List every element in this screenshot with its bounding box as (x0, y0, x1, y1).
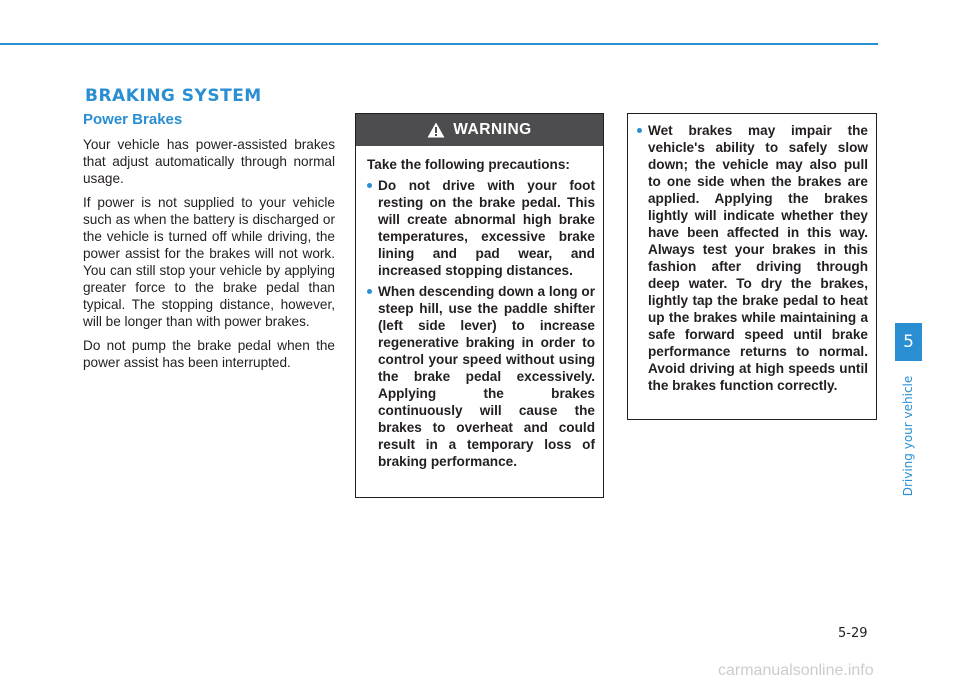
warning-header (356, 114, 603, 146)
warning-lead: Take the following precautions: (367, 157, 570, 172)
paragraph: If power is not supplied to your vehicle such as when the battery is discharged or the vehicle is turned off while driving, the power assist for the brakes will not work. You can still stop your vehicle by applying greater force to the brake pedal than typical. The stopping distance, however, will be longer than with power brakes. (83, 195, 335, 329)
chapter-label: Driving your vehicle (901, 375, 915, 497)
top-rule (0, 43, 878, 45)
watermark: carmanualsonline.info (718, 662, 874, 679)
paragraph: Do not pump the brake pedal when the power assist has been interrupted. (83, 338, 335, 370)
warning-bullet: When descending down a long or steep hill, use the paddle shifter (left side lever) to increase regenerative braking in order to control your speed without using the brake pedal excessively. Applying the brakes continuously will cause the brakes to overheat and could result in a temporary loss of braking performance. (367, 283, 595, 470)
page-number: 5-29 (838, 626, 868, 641)
power-brakes-title: Power Brakes (83, 111, 183, 128)
warning-body (356, 146, 603, 470)
section-title: BRAKING SYSTEM (85, 86, 262, 106)
warning-bullet: Wet brakes may impair the vehicle's ability to safely slow down; the vehicle may also pull to one side when the brakes are applied. Applying the brakes lightly will indicate whether they have been affected in this way. Always test your brakes in this fashion after driving through deep water. To dry the brakes, lightly tap the brake pedal to heat up the brakes while maintaining a safe forward speed until brake performance returns to normal. Avoid driving at high speeds until the brakes function correctly. (637, 122, 868, 394)
warning-bullet: Do not drive with your foot resting on the brake pedal. This will create abnormal high brake temperatures, excessive brake lining and pad wear, and increased stopping distances. (367, 177, 595, 279)
warning-title: WARNING (453, 121, 532, 138)
power-brakes-column (83, 111, 335, 378)
warning-triangle-icon (427, 122, 445, 138)
warning-box (355, 113, 604, 498)
chapter-tab: 5 (895, 323, 922, 361)
warning-continued-box (627, 113, 877, 420)
paragraph: Your vehicle has power-assisted brakes that adjust automatically through normal usage. (83, 137, 335, 186)
